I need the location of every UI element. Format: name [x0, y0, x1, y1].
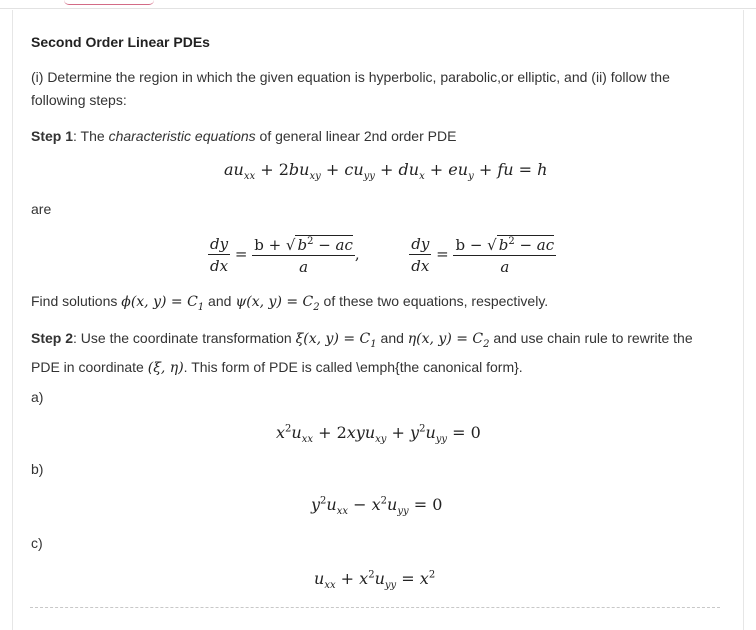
dashed-divider [30, 607, 720, 608]
top-border [0, 0, 756, 9]
xi-eta-coordinate: (ξ, η) [147, 359, 184, 376]
find-text-and: and [204, 293, 236, 309]
find-solutions-paragraph [31, 290, 548, 319]
xi-equation: ξ(x, $y) = C_1$ [295, 331, 377, 350]
step1-paragraph [31, 125, 456, 148]
step2-paragraph [31, 327, 721, 380]
equation-a: $x^2u_{xx} + 2xyu_{xy} + y^2u_{yy} = 0$ [276, 423, 481, 446]
step1-text-after: of general linear 2nd order PDE [255, 128, 457, 144]
equation-c: $u_{xx} + x^2u_{yy} = x^2$ [314, 569, 436, 592]
equation-b: $y^2u_{xx} - x^2u_{yy} = 0$ [311, 495, 443, 518]
phi-equation: ϕ(x, $y) = C_1$ [121, 294, 205, 313]
step2-text-2: and [376, 330, 408, 346]
find-text-after: of these two equations, respectively. [319, 293, 549, 309]
step2-text-4: PDE in coordinate [31, 358, 148, 375]
step2-text-1: : Use the coordinate transformation [73, 330, 296, 346]
characteristic-equations: $\frac{dy}{dx}$ = $\frac{b + √ b^2 - ac}{a}$ , $\frac{dy}{dx}$ = $\frac{b - √ b^2 - ac}{a}$ [208, 232, 556, 278]
part-a-label: a) [31, 389, 44, 405]
part-b-label: b) [31, 461, 44, 477]
step1-label: Step 1 [31, 128, 74, 144]
find-text-before: Find solutions [31, 293, 122, 309]
tab-edge [64, 0, 154, 5]
step2-text-5: . This form of PDE is called \emph{the canonical form}. [183, 358, 523, 375]
are-text: are [31, 201, 52, 217]
step2-text-3: and use chain rule to rewrite the [489, 330, 693, 346]
step1-text-before: : The [73, 128, 109, 144]
eta-equation: η(x, $y) = C_2$ [407, 331, 490, 350]
section-title: Second Order Linear PDEs [31, 34, 210, 50]
psi-equation: ψ(x, $y) = C_2$ [235, 294, 320, 313]
intro-paragraph: (i) Determine the region in which the given equation is hyperbolic, parabolic,or elliptic, and (ii) follow the following steps: [31, 69, 670, 108]
step2-label: Step 2 [31, 330, 74, 346]
step1-italic: characteristic equations [108, 128, 256, 144]
general-pde-equation: $au_{xx} + 2bu_{xy} + cu_{yy} + du_x + eu_y$ + fu = h [224, 160, 548, 183]
part-c-label: c) [31, 535, 43, 551]
